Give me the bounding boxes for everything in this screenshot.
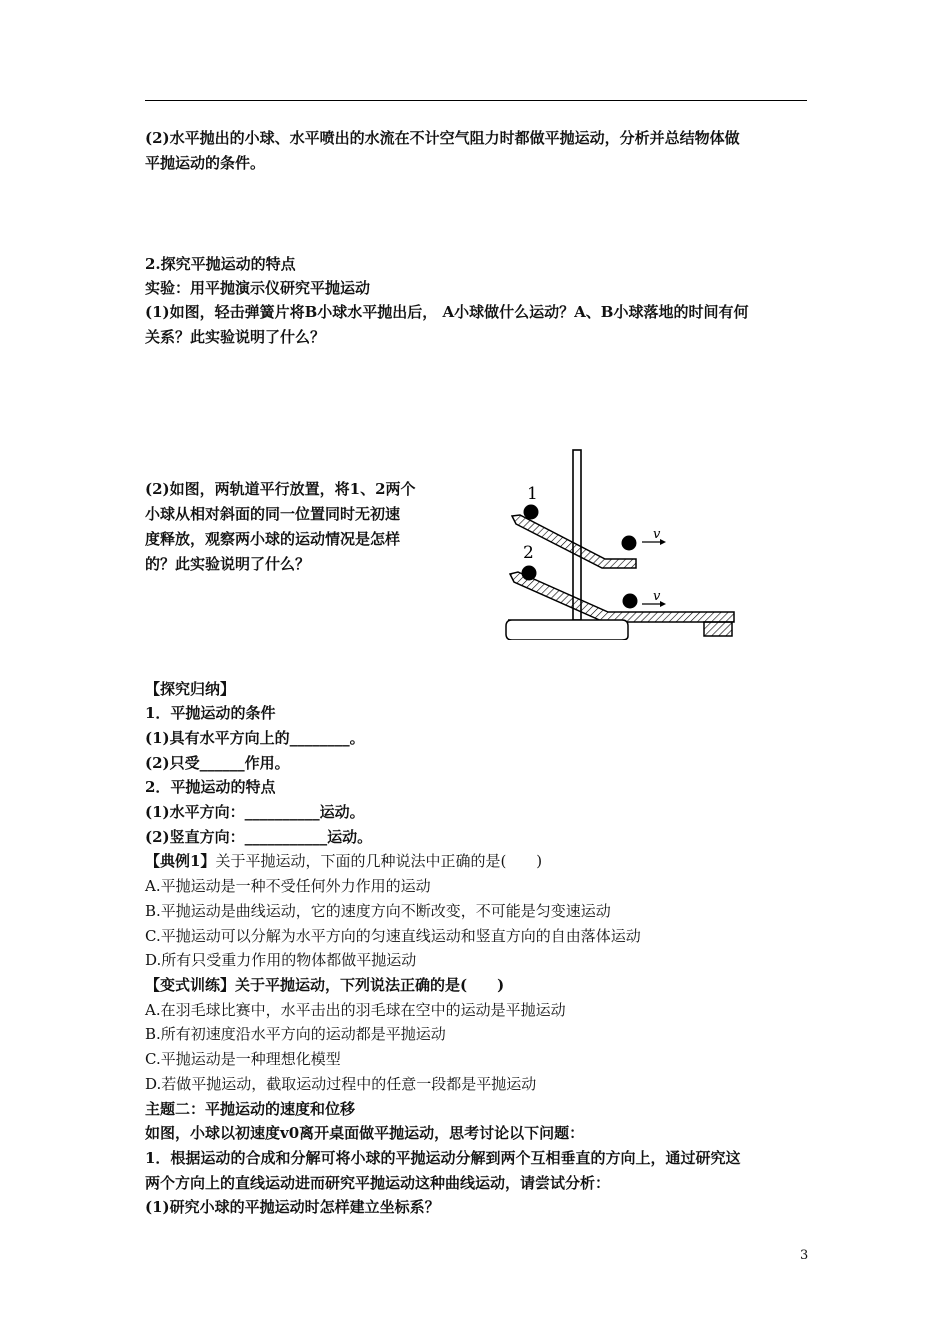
option-line: A.平抛运动是一种不受任何外力作用的运动 [145,877,431,895]
support-pole [573,450,581,620]
text-line: (1)如图，轻击弹簧片将B小球水平抛出后， A小球做什么运动？A、B小球落地的时间有何 [145,303,749,321]
velocity-label-1: v [653,527,661,542]
text-line: 实验：用平抛演示仪研究平抛运动 [145,279,371,297]
section-heading: 主题二：平抛运动的速度和位移 [145,1100,356,1118]
text-line: (1)研究小球的平抛运动时怎样建立坐标系？ [145,1198,440,1216]
text-line: 关系？此实验说明了什么？ [145,328,326,346]
ball-label-2: 2 [523,543,534,563]
option-line: D.所有只受重力作用的物体都做平抛运动 [145,951,417,969]
section-heading: 【探究归纳】 [145,680,236,698]
arrow-head-icon [660,601,666,607]
lower-track [510,572,734,622]
ball-1-start [524,505,539,520]
option-line: B.所有初速度沿水平方向的运动都是平抛运动 [145,1025,446,1043]
option-line: C.平抛运动是一种理想化模型 [145,1050,341,1068]
text-line: 平抛运动的条件。 [145,154,266,172]
option-line: B.平抛运动是曲线运动，它的速度方向不断改变，不可能是匀变速运动 [145,902,611,920]
ball-2-start [522,566,537,581]
header-rule [145,100,807,101]
text-line: 的？此实验说明了什么？ [145,555,311,573]
ball-2-end [623,594,638,609]
question-2-text [145,477,455,577]
ball-1-end [622,536,637,551]
option-line: D.若做平抛运动，截取运动过程中的任意一段都是平抛运动 [145,1075,537,1093]
table-leg [704,622,732,636]
text-line: (2)水平抛出的小球、水平喷出的水流在不计空气阻力时都做平抛运动，分析并总结物体做 [145,129,740,147]
text-line: 1．平抛运动的条件 [145,704,276,722]
option-line: C.平抛运动可以分解为水平方向的匀速直线运动和竖直方向的自由落体运动 [145,927,641,945]
arrow-head-icon [660,539,666,545]
parallel-tracks-diagram [500,444,740,640]
text-line: 两个方向上的直线运动进而研究平抛运动这种曲线运动，请尝试分析： [145,1174,611,1192]
text-line: (2)如图，两轨道平行放置，将1、2两个 [145,480,416,498]
text-line: 1．根据运动的合成和分解可将小球的平抛运动分解到两个互相垂直的方向上，通过研究这 [145,1149,741,1167]
page-number: 3 [800,1248,809,1263]
ball-label-1: 1 [527,484,538,504]
text-line: 度释放，观察两小球的运动情况是怎样 [145,530,401,548]
text-line: (2)只受______作用。 [145,754,290,772]
text-line: 如图，小球以初速度v0离开桌面做平抛运动，思考讨论以下问题： [145,1124,585,1142]
example-question: 【典例1】关于平抛运动，下面的几种说法中正确的是( ) [145,852,543,870]
exercise-question: 【变式训练】关于平抛运动，下列说法正确的是( ) [145,976,505,994]
text-line: (1)具有水平方向上的________。 [145,729,365,747]
option-line: A.在羽毛球比赛中，水平击出的羽毛球在空中的运动是平抛运动 [145,1001,566,1019]
text-line: (2)竖直方向：___________运动。 [145,828,373,846]
text-line: 2．平抛运动的特点 [145,778,276,796]
text-line: 小球从相对斜面的同一位置同时无初速 [145,505,401,523]
stand-base [506,620,628,640]
section-heading: 2.探究平抛运动的特点 [145,255,296,273]
text-line: (1)水平方向：__________运动。 [145,803,365,821]
velocity-label-2: v [653,589,661,604]
